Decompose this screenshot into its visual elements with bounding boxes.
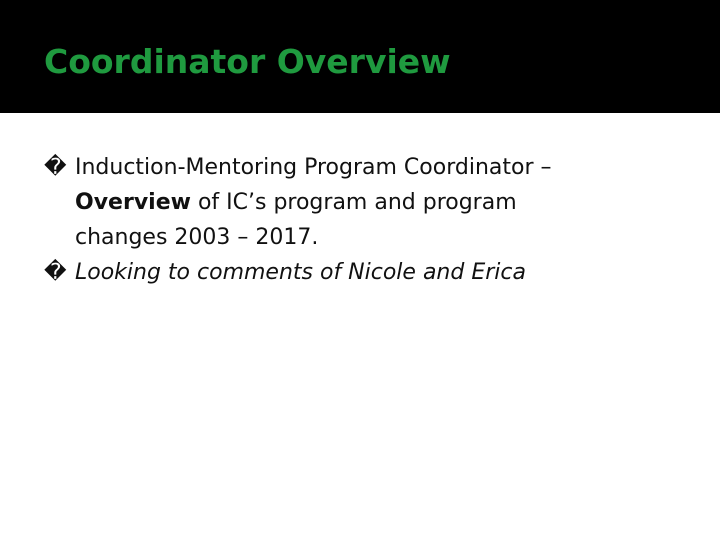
bullet-text: Looking to comments of Nicole and Erica (75, 260, 526, 285)
bullet-glyph-icon: � (44, 155, 67, 180)
title-bar (0, 0, 720, 113)
bullet-glyph-icon: � (44, 260, 67, 285)
bullet-text: changes 2003 – 2017. (75, 225, 319, 250)
slide-content (44, 150, 694, 290)
bullet-text: Induction-Mentoring Program Coordinator – (75, 155, 552, 180)
slide-title: Coordinator Overview (44, 42, 451, 81)
bullet-text: of IC’s program and program (190, 190, 517, 215)
bullet-item (44, 150, 694, 255)
bullet-emphasis: Overview (75, 190, 191, 215)
bullet-item (44, 255, 694, 290)
